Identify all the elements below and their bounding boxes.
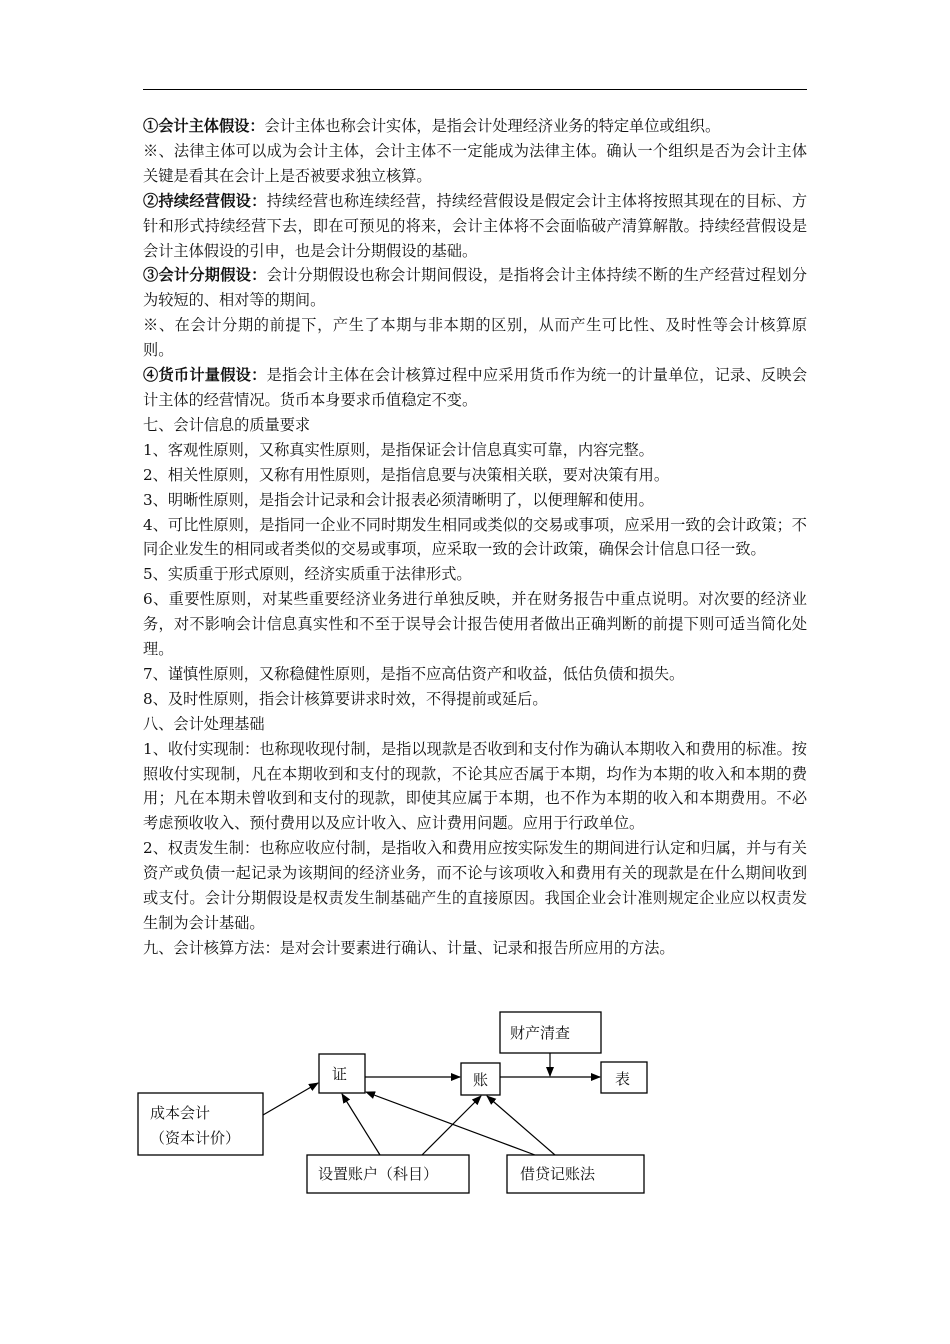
paragraph-text: 会计主体也称会计实体，是指会计处理经济业务的特定单位或组织。 <box>264 117 721 135</box>
paragraph-text: 6、重要性原则，对某些重要经济业务进行单独反映，并在财务报告中重点说明。对次要的经济业务，对不影响会计信息真实性和不至于误导会计报告使用者做出正确判断的前提下则可适当简化处理。 <box>143 590 807 659</box>
list-item-timeliness <box>143 687 807 712</box>
paragraph-text: 会计分期假设也称会计期间假设，是指将会计主体持续不断的生产经营过程划分为较短的、相对等的期间。 <box>143 266 808 310</box>
paragraph-assumption-going-concern <box>143 189 807 264</box>
arrow-shezhi-to-zhang <box>422 1096 481 1155</box>
arrow-jiedai-to-zhang <box>487 1096 555 1155</box>
label-shezhi: 设置账户（科目） <box>318 1165 439 1183</box>
document-body <box>143 114 807 961</box>
label-chengben-line2: （资本计价） <box>150 1129 241 1147</box>
paragraph-text: 1、收付实现制：也称现收现付制，是指以现款是否收到和支付作为确认本期收入和费用的标准。按照收付实现制，凡在本期收到和支付的现款，不论其应否属于本期，均作为本期的收入和本期的费用；凡在本期未曾收到和支付的现款，即使其应属于本期，也不作为本期的收入和本期费用。不必考虑预收收入、预付费用以及应计收入、应计费用问题。应用于行政单位。 <box>143 739 807 833</box>
header-rule <box>143 89 807 90</box>
list-item-relevance <box>143 463 807 488</box>
paragraph-assumption-period <box>143 263 807 313</box>
label-jiedai: 借贷记账法 <box>520 1165 596 1183</box>
paragraph-heading: ③会计分期假设： <box>143 266 267 285</box>
label-caichan: 财产清查 <box>510 1024 571 1042</box>
list-item-comparability <box>143 513 807 563</box>
list-item-materiality <box>143 587 807 662</box>
paragraph-heading: ①会计主体假设： <box>143 117 265 135</box>
section-heading-quality <box>143 413 807 438</box>
paragraph-text: 3、明晰性原则，是指会计记录和会计报表必须清晰明了，以便理解和使用。 <box>143 490 654 509</box>
paragraph-text: 是指会计主体在会计核算过程中应采用货币作为统一的计量单位，记录、反映会计主体的经营情况。货币本身要求币值稳定不变。 <box>143 366 808 409</box>
paragraph-text: 4、可比性原则，是指同一企业不同时期发生相同或类似的交易或事项，应采用一致的会计政策；不同企业发生的相同或者类似的交易或事项，应采取一致的会计政策，确保会计信息口径一致。 <box>143 515 807 559</box>
list-item-cash-basis <box>143 737 807 837</box>
paragraph-note-entity <box>143 139 807 189</box>
accounting-methods-diagram <box>130 1005 670 1205</box>
paragraph-text: ※、在会计分期的前提下，产生了本期与非本期的区别，从而产生可比性、及时性等会计核算原则。 <box>143 316 807 360</box>
paragraph-text: 7、谨慎性原则，又称稳健性原则，是指不应高估资产和收益，低估负债和损失。 <box>143 664 685 683</box>
paragraph-text: 八、会计处理基础 <box>143 714 265 733</box>
paragraph-text: ※、法律主体可以成为会计主体，会计主体不一定能成为法律主体。确认一个组织是否为会计主体关键是看其在会计上是否被要求独立核算。 <box>143 141 807 185</box>
label-chengben-line1: 成本会计 <box>150 1104 211 1122</box>
list-item-substance <box>143 562 807 587</box>
paragraph-text: 2、权责发生制：也称应收应付制，是指收入和费用应按实际发生的期间进行认定和归属，并与有关资产或负债一起记录为该期间的经济业务，而不论与该项收入和费用有关的现款是在什么期间收到或支付。会计分期假设是权责发生制基础产生的直接原因。我国企业会计准则规定企业应以权责发生制为会计基础。 <box>143 839 807 932</box>
paragraph-text: 九、会计核算方法：是对会计要素进行确认、计量、记录和报告所应用的方法。 <box>143 938 675 957</box>
paragraph-assumption-money <box>143 363 807 413</box>
paragraph-text: 2、相关性原则，又称有用性原则，是指信息要与决策相关联，要对决策有用。 <box>143 465 670 484</box>
arrow-jiedai-to-zheng <box>366 1092 535 1155</box>
paragraph-text: 5、实质重于形式原则，经济实质重于法律形式。 <box>143 565 472 584</box>
paragraph-assumption-entity <box>143 114 807 139</box>
label-zheng: 证 <box>332 1065 348 1083</box>
label-zhang: 账 <box>473 1071 489 1089</box>
arrow-shezhi-to-zheng <box>342 1094 380 1155</box>
list-item-prudence <box>143 662 807 687</box>
paragraph-note-period <box>143 313 807 363</box>
list-item-clarity <box>143 488 807 513</box>
list-item-objectivity <box>143 438 807 463</box>
arrow-chengben-to-zheng <box>263 1083 318 1115</box>
list-item-accrual-basis <box>143 836 807 936</box>
section-heading-methods <box>143 936 807 961</box>
paragraph-text: 8、及时性原则，指会计核算要讲求时效，不得提前或延后。 <box>143 689 548 708</box>
paragraph-text: 七、会计信息的质量要求 <box>143 415 311 434</box>
paragraph-text: 持续经营也称连续经营，持续经营假设是假定会计主体将按照其现在的目标、方针和形式持续经营下去，即在可预见的将来，会计主体将不会面临破产清算解散。持续经营假设是会计主体假设的引申，也是会计分期假设的基础。 <box>143 191 808 260</box>
paragraph-heading: ②持续经营假设： <box>143 191 267 210</box>
label-biao: 表 <box>615 1070 631 1088</box>
paragraph-heading: ④货币计量假设： <box>143 366 267 385</box>
section-heading-basis <box>143 712 807 737</box>
paragraph-text: 1、客观性原则，又称真实性原则，是指保证会计信息真实可靠，内容完整。 <box>143 440 654 459</box>
